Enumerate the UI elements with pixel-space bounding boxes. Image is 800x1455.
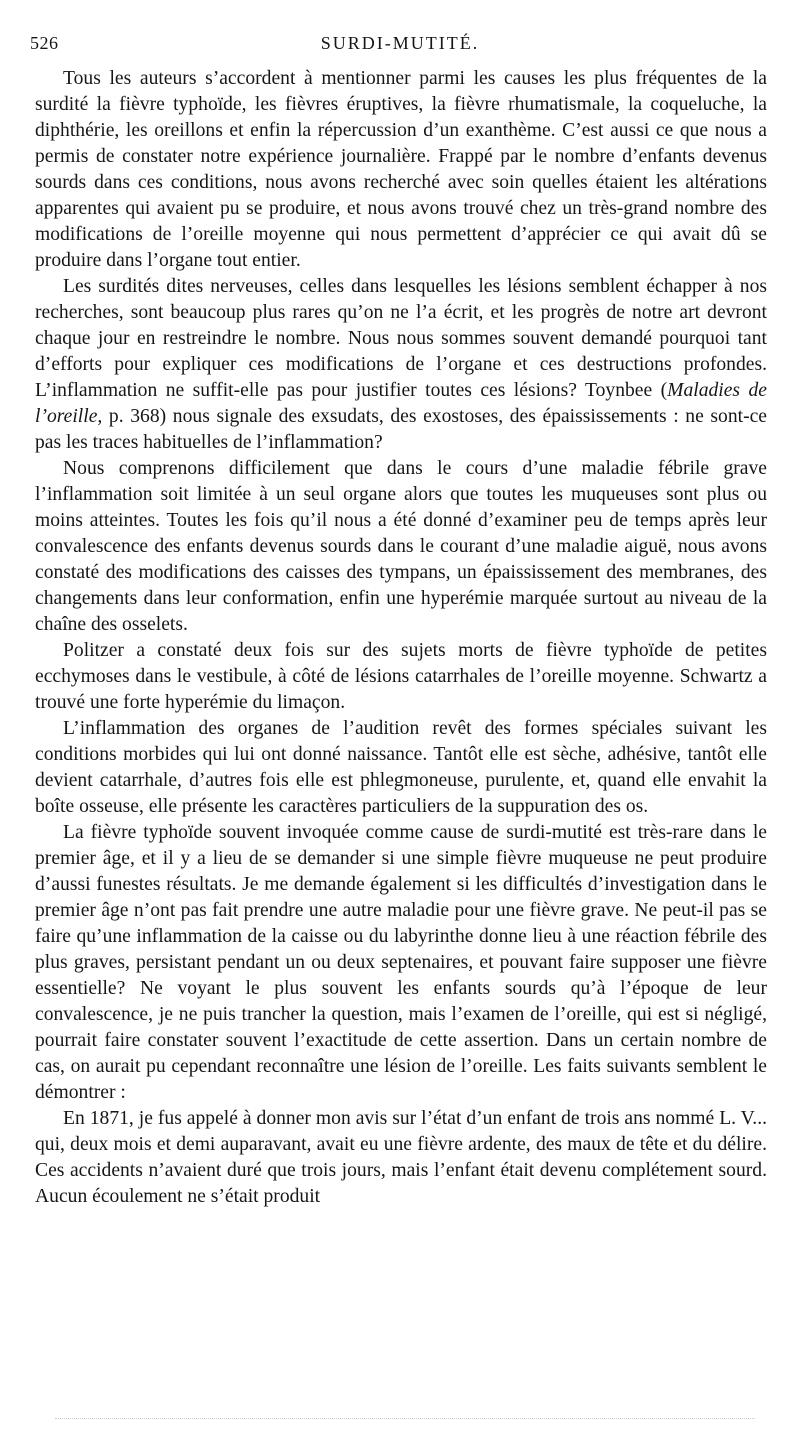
paragraph: L’inflammation des organes de l’audition revêt des formes spéciales suivant les conditions morbides qui lui ont donné naissance. Tantôt elle est sèche, adhésive, tantôt elle devient catarrhale, d’autres fois elle est phlegmoneuse, purulente, et, quand elle envahit la boîte osseuse, elle présente les caractères particuliers de la suppuration des os. (35, 718, 767, 817)
paragraph: Tous les auteurs s’accordent à mentionner parmi les causes les plus fréquentes de la surdité la fièvre typhoïde, les fièvres éruptives, la fièvre rhumatismale, la coqueluche, la diphthérie, les oreillons et enfin la répercussion d’un exanthème. C’est aussi ce que nous a permis de constater notre expérience journalière. Frappé par le nombre d’enfants devenus sourds dans ces conditions, nous avons recherché avec soin quelles étaient les altérations apparentes qui avaient pu se produire, et nous avons trouvé chez un très-grand nombre des modifications de l’oreille moyenne qui nous permettent d’apprécier ce qui avait dû se produire dans l’organe tout entier. (35, 68, 767, 271)
paragraph: Politzer a constaté deux fois sur des sujets morts de fièvre typhoïde de petites ecchymoses dans le vestibule, à côté de lésions catarrhales de l’oreille moyenne. Schwartz a trouvé une forte hyperémie du limaçon. (35, 640, 767, 713)
page-number: 526 (30, 33, 59, 53)
page-header (30, 33, 770, 61)
body-text (35, 66, 767, 1210)
paragraph: La fièvre typhoïde souvent invoquée comme cause de surdi-mutité est très-rare dans le premier âge, et il y a lieu de se demander si une simple fièvre muqueuse ne peut produire d’aussi funestes résultats. Je me demande également si les difficultés d’investigation dans le premier âge n’ont pas fait prendre une autre maladie pour une fièvre grave. Ne peut-il pas se faire qu’une inflammation de la caisse ou du labyrinthe donne lieu à une réaction fébrile des plus graves, persistant pendant un ou deux septenaires, et pouvant faire supposer une fièvre essentielle? Ne voyant le plus souvent les enfants sourds qu’à l’époque de leur convalescence, je ne puis trancher la question, mais l’examen de l’oreille, qui est si négligé, pourrait faire constater souvent l’exactitude de cette assertion. Dans un certain nombre de cas, on aurait pu cependant reconnaître une lésion de l’oreille. Les faits suivants semblent le démontrer : (35, 822, 767, 1103)
paragraph: Nous comprenons difficilement que dans le cours d’une maladie fébrile grave l’inflammation soit limitée à un seul organe alors que toutes les muqueuses sont plus ou moins atteintes. Toutes les fois qu’il nous a été donné d’examiner peu de temps après leur convalescence des enfants devenus sourds dans le courant d’une maladie aiguë, nous avons constaté des modifications des caisses des tympans, un épaississement des membranes, des changements dans leur conformation, enfin une hyperémie marquée surtout au niveau de la chaîne des osselets. (35, 458, 767, 635)
footer-rule (55, 1418, 755, 1419)
paragraph-text: Les surdités dites nerveuses, celles dans lesquelles les lésions semblent échapper à nos recherches, sont beaucoup plus rares qu’on ne l’a écrit, et les progrès de notre art devront chaque jour en restreindre le nombre. Nous nous sommes souvent demandé pourquoi tant d’efforts pour expliquer ces modifications de l’organe et ces destructions profondes. L’inflammation ne suffit-elle pas pour justifier toutes ces lésions? Toynbee ( (35, 276, 767, 401)
paragraph (35, 274, 767, 456)
paragraph: En 1871, je fus appelé à donner mon avis sur l’état d’un enfant de trois ans nommé L. V... qui, deux mois et demi auparavant, avait eu une fièvre ardente, des maux de tête et du délire. Ces accidents n’avaient duré que trois jours, mais l’enfant était devenu complétement sourd. Aucun écoulement ne s’était produit (35, 1108, 767, 1207)
book-title-italic: Maladies de l’oreille, (35, 380, 767, 427)
running-title: SURDI-MUTITÉ. (320, 33, 480, 53)
paragraph-text: p. 368) nous signale des exsudats, des exostoses, des épaississements : ne sont-ce pas les traces habituelles de l’inflammation? (35, 406, 767, 453)
